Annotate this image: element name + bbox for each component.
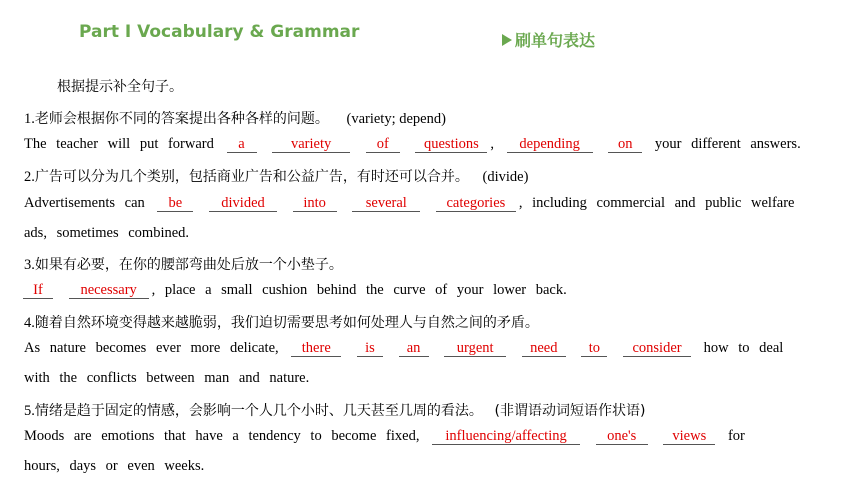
answer-blank: categories — [436, 195, 516, 212]
answer-blank: an — [399, 340, 429, 357]
question-2-prompt — [24, 166, 528, 186]
question-4-answer-line — [24, 340, 783, 357]
question-number: 4. — [24, 315, 35, 331]
answer-blank: be — [157, 195, 193, 212]
question-number: 5. — [24, 403, 35, 419]
answer-blank: is — [357, 340, 383, 357]
question-number: 1. — [24, 111, 35, 127]
answer-blank: of — [366, 136, 400, 153]
question-chinese: 老师会根据你不同的答案提出各种各样的问题。 — [34, 111, 329, 127]
sentence-text: Moods are emotions that have a tendency to become fixed, — [24, 428, 420, 444]
question-hint: (divide) — [482, 169, 529, 185]
answer-blank: influencing/affecting — [432, 428, 580, 445]
answer-blank: to — [581, 340, 607, 357]
section-subtitle — [502, 28, 595, 51]
sentence-text: for — [727, 428, 745, 444]
question-hint: (非谓语动词短语作状语) — [494, 403, 646, 419]
answer-blank: necessary — [69, 282, 149, 299]
sentence-text: Advertisements can — [24, 195, 145, 211]
answer-blank: consider — [623, 340, 691, 357]
question-2-answer-line — [24, 195, 795, 212]
question-hint: (variety; depend) — [346, 111, 446, 127]
instructions: 根据提示补全句子。 — [57, 79, 183, 95]
answer-blank: urgent — [444, 340, 506, 357]
answer-blank: need — [522, 340, 566, 357]
section-subtitle-label: 刷单句表达 — [515, 31, 596, 50]
question-chinese: 情绪是趋于固定的情感，会影响一个人几个小时、几天甚至几周的看法。 — [34, 403, 483, 419]
question-number: 3. — [24, 257, 35, 273]
question-3-answer-line — [20, 282, 567, 299]
question-1-answer-line: The teacher will put forward a variety of questions , depending on your different answers. — [24, 136, 801, 152]
question-chinese: 随着自然环境变得越来越脆弱，我们迫切需要思考如何处理人与自然之间的矛盾。 — [34, 315, 539, 331]
section-title: Part Ⅰ Vocabulary & Grammar — [79, 22, 360, 42]
question-chinese: 如果有必要，在你的腰部弯曲处后放一个小垫子。 — [34, 257, 343, 273]
question-2-continuation: ads, sometimes combined. — [24, 225, 190, 241]
answer-blank: into — [293, 195, 337, 212]
answer-blank: If — [23, 282, 53, 299]
question-5-prompt — [24, 400, 645, 420]
question-1-prompt — [24, 108, 446, 128]
answer-blank: several — [352, 195, 420, 212]
question-5-continuation: hours, days or even weeks. — [24, 458, 205, 474]
answer-blank: a — [227, 136, 257, 153]
sentence-text: , including commercial and public welfare — [518, 195, 795, 211]
answer-blank: on — [608, 136, 642, 153]
question-chinese: 广告可以分为几个类别，包括商业广告和公益广告，有时还可以合并。 — [34, 169, 469, 185]
sentence-text: your different answers. — [654, 136, 801, 152]
sentence-text: how to deal — [703, 340, 784, 356]
answer-blank: views — [663, 428, 715, 445]
question-number: 2. — [24, 169, 35, 185]
question-5-answer-line — [24, 428, 745, 445]
answer-blank: one's — [596, 428, 648, 445]
sentence-text: As nature becomes ever more delicate, — [24, 340, 279, 356]
play-triangle-icon — [502, 34, 512, 46]
question-3-prompt — [24, 254, 343, 274]
answer-blank: depending — [507, 136, 593, 153]
question-4-prompt — [24, 312, 539, 332]
answer-blank: there — [291, 340, 341, 357]
sentence-text: , place a small cushion behind the curve of your lower back. — [151, 282, 567, 298]
answer-blank: divided — [209, 195, 277, 212]
sentence-text: The teacher will put forward — [24, 136, 214, 152]
answer-blank: variety — [272, 136, 350, 153]
question-4-continuation: with the conflicts between man and nature. — [24, 370, 310, 386]
answer-blank: questions — [415, 136, 487, 153]
